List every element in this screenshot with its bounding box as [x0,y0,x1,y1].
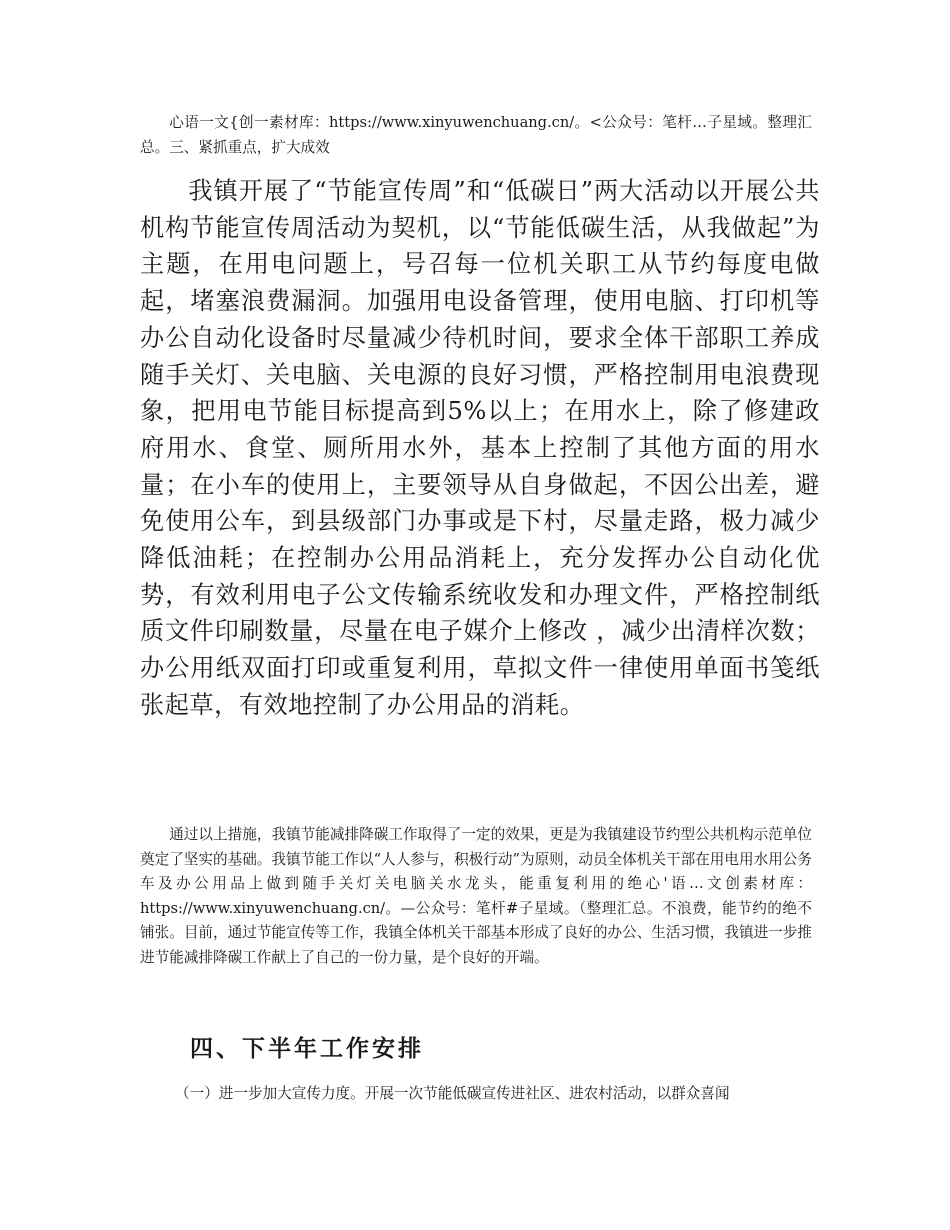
main-paragraph: 我镇开展了“节能宣传周”和“低碳日”两大活动以开展公共机构节能宣传周活动为契机，以“节能低碳生活，从我做起”为主题，在用电问题上，号召每一位机关职工从节约每度电做起，堵塞浪费漏洞。加强用电设备管理，使用电脑、打印机等办公自动化设备时尽量减少待机时间，要求全体干部职工养成随手关灯、关电脑、关电源的良好习惯，严格控制用电浪费现象，把用电节能目标提高到5%以上；在用水上，除了修建政府用水、食堂、厕所用水外，基本上控制了其他方面的用水量；在小车的使用上，主要领导从自身做起，不因公出差，避免使用公车，到县级部门办事或是下村，尽量走路，极力减少降低油耗；在控制办公用品消耗上，充分发挥办公自动化优势，有效利用电子公文传输系统收发和办理文件，严格控制纸质文件印刷数量，尽量在电子媒介上修改 ，减少出清样次数；办公用纸双面打印或重复利用，草拟文件一律使用单面书笺纸张起草，有效地控制了办公用品的消耗。 [140,177,820,719]
section-heading: 四、下半年工作安排 [190,1035,424,1062]
first-item: （一）进一步加大宣传力度。开展一次节能低碳宣传进社区、进农村活动，以群众喜闻 [175,1085,730,1102]
intro-paragraph: 心语一文{创一素材库：https://www.xinyuwenchuang.cn/。<公众号：笔杆…子星域。整理汇总。三、紧抓重点，扩大成效 [140,114,812,156]
result-paragraph: 通过以上措施，我镇节能减排降碳工作取得了一定的效果，更是为我镇建设节约型公共机构示范单位奠定了坚实的基础。我镇节能工作以“人人参与，积极行动”为原则，动员全体机关干部在用电用水用公务车及办公用品上做到随手关灯关电脑关水龙头，能重复利用的绝心'语…文创素材库：https://www.xinyuwenchuang.cn/。—公众号：笔杆#子星域。（整理汇总。不浪费，能节约的绝不铺张。目前，通过节能宣传等工作，我镇全体机关干部基本形成了良好的办公、生活习惯，我镇进一步推进节能减排降碳工作献上了自己的一份力量，是个良好的开端。 [140,826,812,966]
